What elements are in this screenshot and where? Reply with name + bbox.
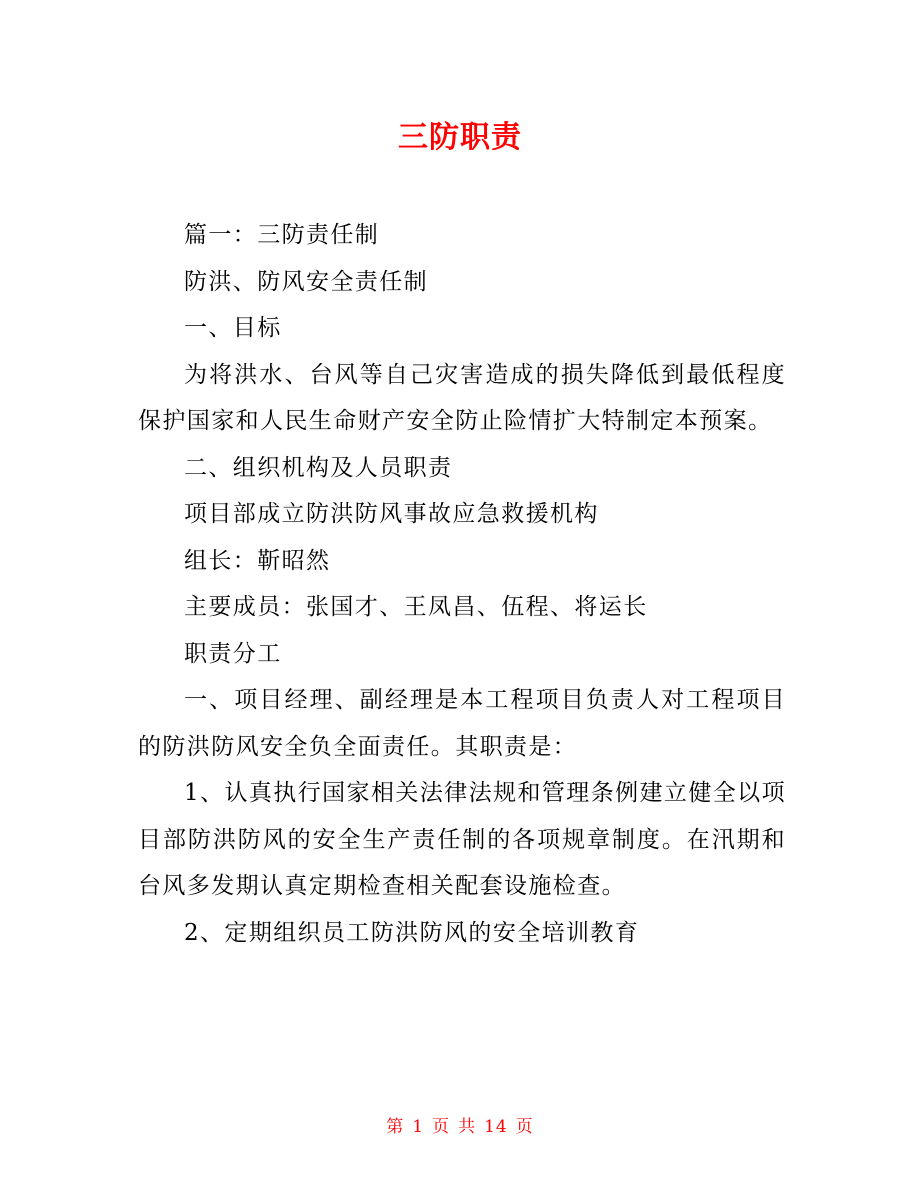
paragraph: 项目部成立防洪防风事故应急救援机构 xyxy=(184,501,599,527)
paragraph: 篇一：三防责任制 xyxy=(184,222,380,248)
paragraph: 主要成员：张国才、王凤昌、伍程、将运长 xyxy=(184,594,648,620)
paragraph: 一、项目经理、副经理是本工程项目负责人对工程项目的防洪防风安全负全面责任。其职责是： xyxy=(138,687,786,760)
document-body xyxy=(138,212,786,956)
paragraph: 2、定期组织员工防洪防风的安全培训教育 xyxy=(184,919,640,946)
paragraph: 1、认真执行国家相关法律法规和管理条例建立健全以项目部防洪防风的安全生产责任制的各项规章制度。在汛期和台风多发期认真定期检查相关配套设施检查。 xyxy=(138,780,786,899)
paragraph: 二、组织机构及人员职责 xyxy=(184,454,453,481)
footer-suffix: 页 xyxy=(515,1117,534,1137)
page-footer xyxy=(0,1112,920,1137)
footer-prefix: 第 xyxy=(386,1117,405,1137)
paragraph: 组长：靳昭然 xyxy=(184,547,331,574)
footer-current-page: 1 xyxy=(412,1117,425,1137)
paragraph: 一、目标 xyxy=(184,315,282,341)
document-title: 三防职责 xyxy=(398,120,522,155)
footer-total-pages: 14 xyxy=(484,1117,508,1137)
paragraph: 职责分工 xyxy=(184,640,282,667)
paragraph: 为将洪水、台风等自己灾害造成的损失降低到最低程度保护国家和人民生命财产安全防止险情扩大特制定本预案。 xyxy=(138,361,786,434)
paragraph: 防洪、防风安全责任制 xyxy=(184,268,428,295)
footer-page-word: 页 xyxy=(432,1117,451,1137)
footer-total-word: 共 xyxy=(458,1117,477,1137)
